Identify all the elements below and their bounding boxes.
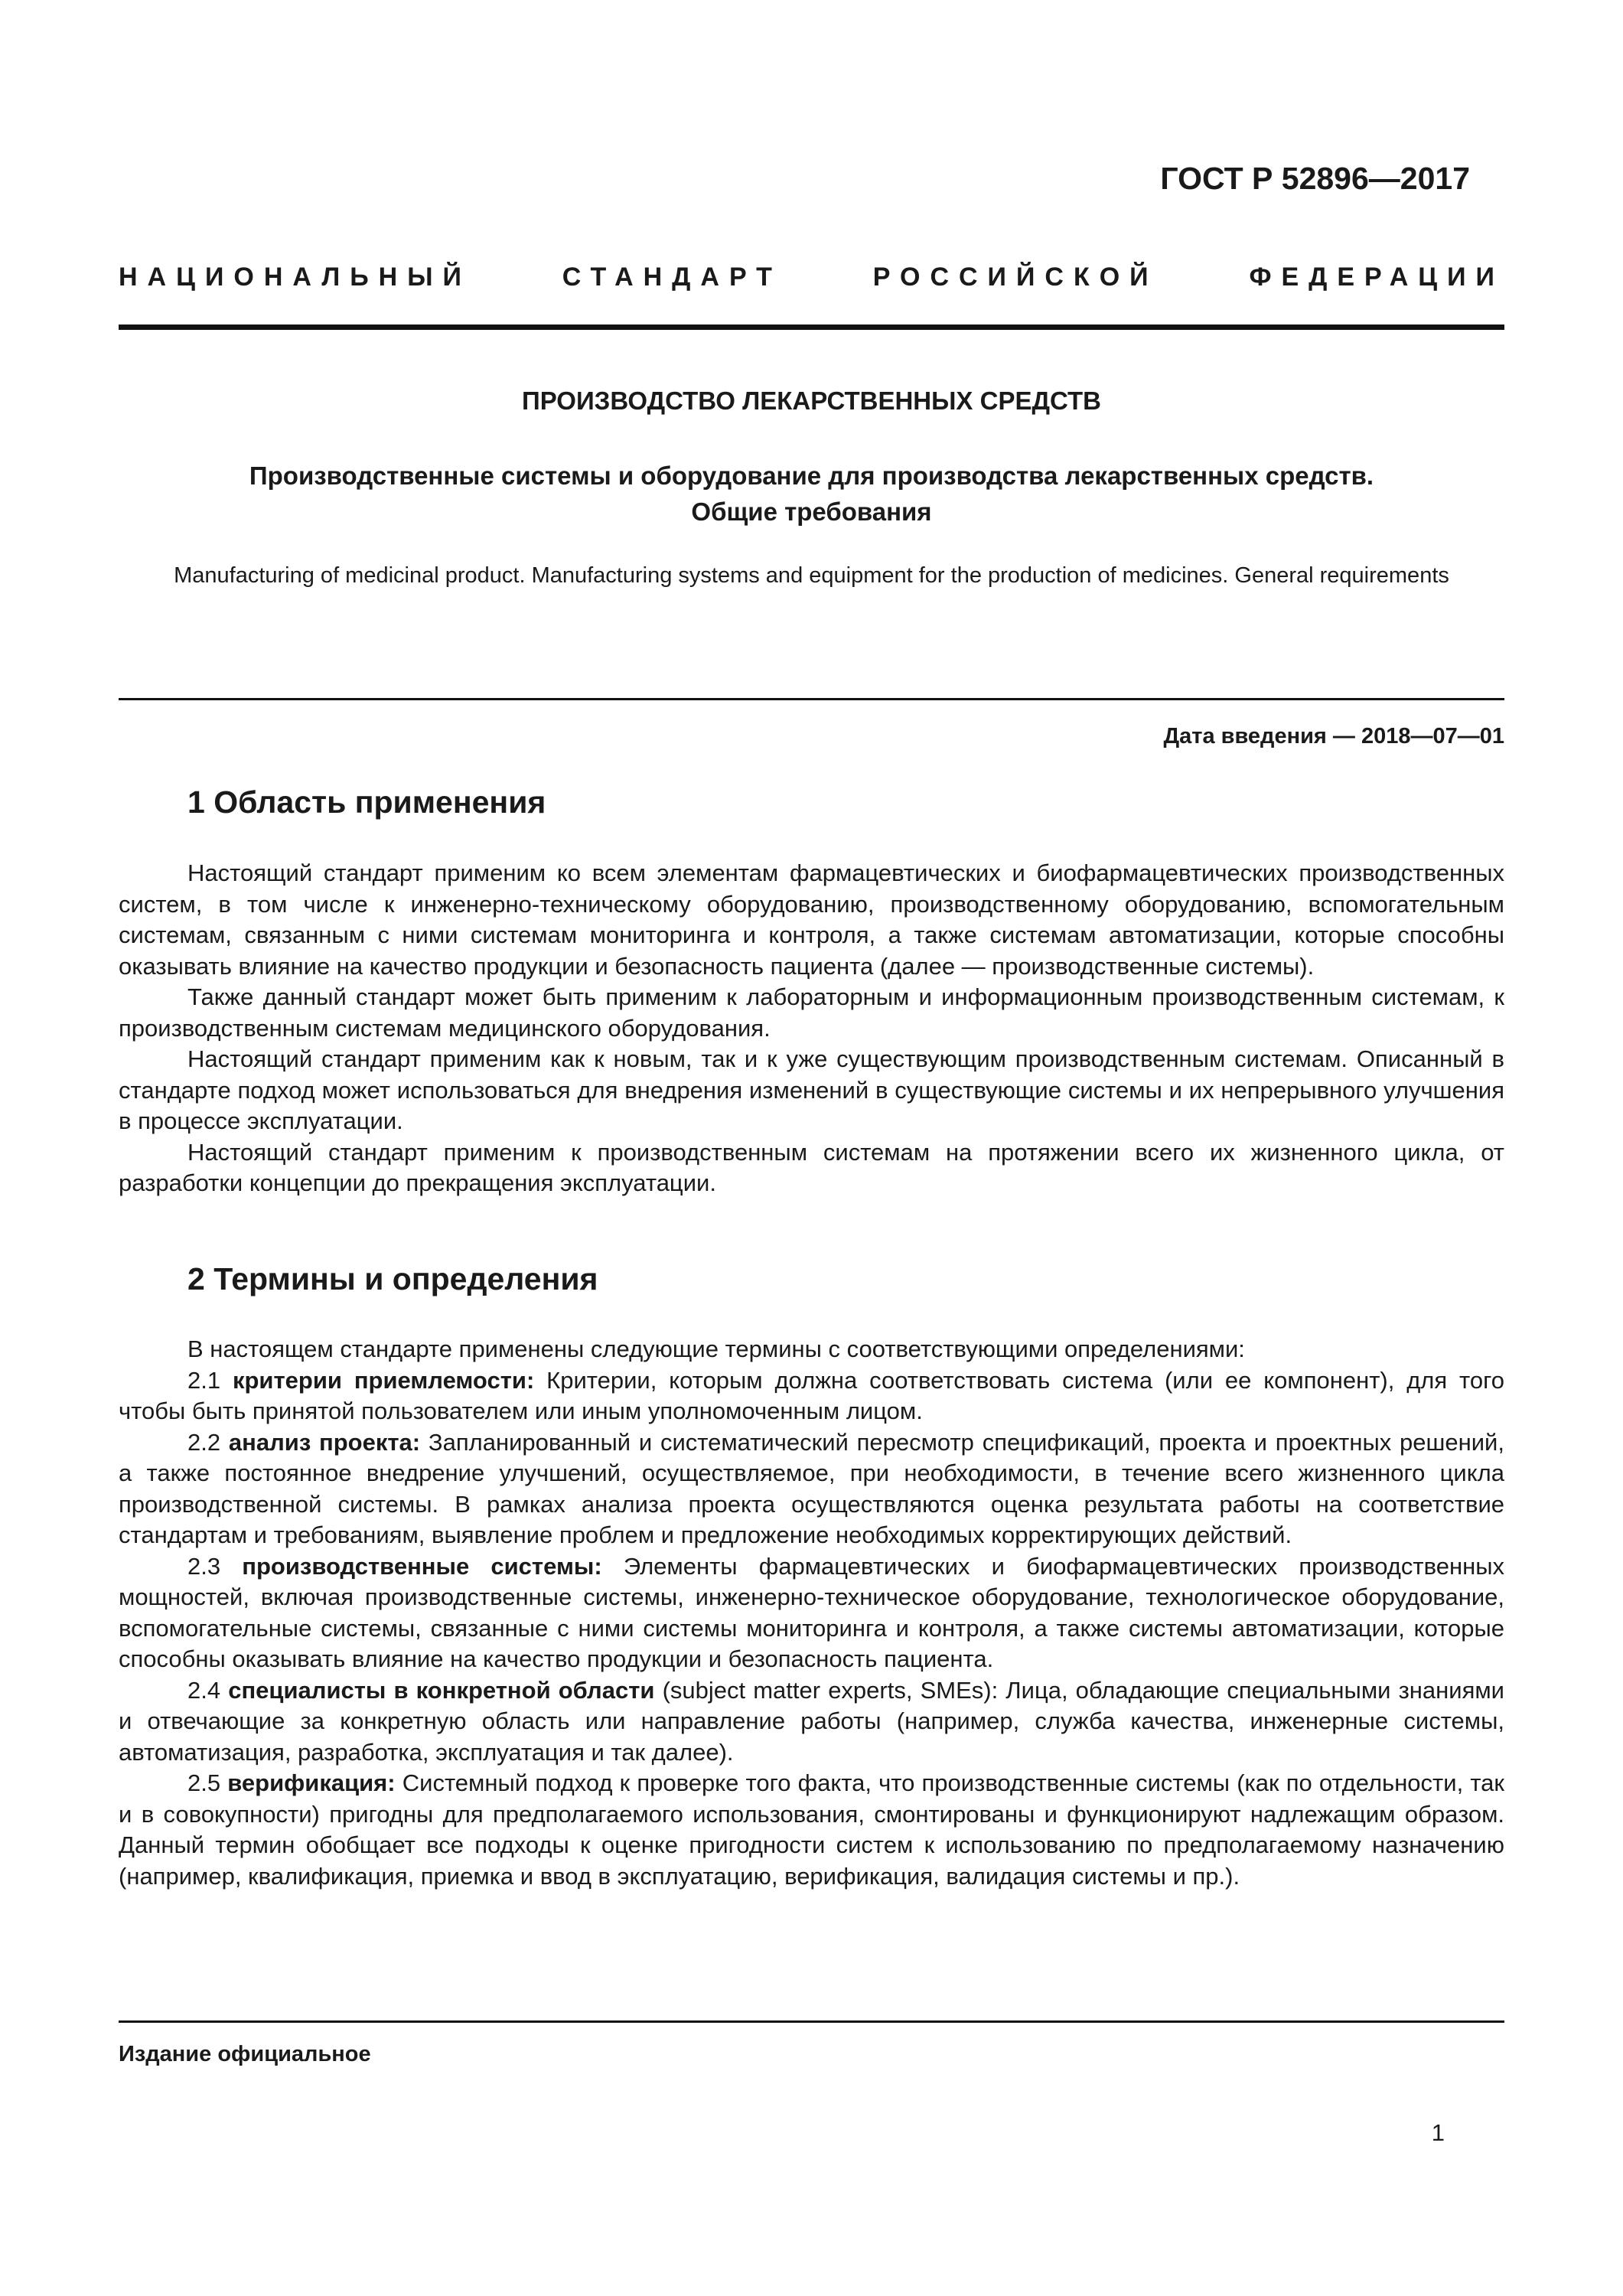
header-divider <box>119 325 1504 330</box>
banner-word: ФЕДЕРАЦИИ <box>1249 263 1504 292</box>
term-entry <box>119 1365 1504 1427</box>
term-definition: (subject matter experts, SMEs): Лица, обладающие специальными знаниями и отвечающие за конкретную область или направление работы (например, служба качества, инженерные системы, автоматизация, разработка, эксплуатация и так далее). <box>119 1676 1504 1766</box>
subtitle-line-1: Производственные системы и оборудование для производства лекарственных средств. <box>249 461 1374 490</box>
paragraph: Настоящий стандарт применим к производственным системам на протяжении всего их жизненного цикла, от разработки концепции до прекращения эксплуатации. <box>119 1138 1504 1196</box>
term-entry <box>119 1427 1504 1551</box>
section-1-heading: 1 Область применения <box>187 784 546 820</box>
title-divider <box>119 698 1504 700</box>
document-subtitle <box>119 458 1504 530</box>
term-name: верификация: <box>227 1769 402 1796</box>
banner-word: СТАНДАРТ <box>562 263 782 292</box>
term-number: 2.5 <box>187 1769 228 1796</box>
banner-word: РОССИЙСКОЙ <box>872 263 1159 292</box>
national-standard-banner <box>119 263 1504 292</box>
term-entry <box>119 1675 1504 1769</box>
term-definition: Элементы фармацевтических и биофармацевтических производственных мощностей, включая производственные системы, инженерно-техническое оборудование, технологическое оборудование, вспомогательные системы, связанные с ними системы мониторинга и контроля, а также системы автоматизации, которые способны оказывать влияние на качество продукции и безопасность пациента. <box>119 1552 1504 1672</box>
footer-divider <box>119 2020 1504 2023</box>
section-1-body <box>119 858 1504 1199</box>
banner-word: НАЦИОНАЛЬНЫЙ <box>119 263 471 292</box>
term-number: 2.2 <box>187 1428 229 1456</box>
term-entry <box>119 1551 1504 1675</box>
section-2-body <box>119 1334 1504 1892</box>
term-number: 2.4 <box>187 1676 229 1704</box>
official-edition-label: Издание официальное <box>119 2042 371 2066</box>
page-number: 1 <box>1431 2119 1445 2146</box>
section-2-intro: В настоящем стандарте применены следующие термины с соответствующими определениями: <box>187 1336 1245 1362</box>
term-definition: Системный подход к проверке того факта, что производственные системы (как по отдельности, так и в совокупности) пригодны для предполагаемого использования, смонтированы и функционируют надлежащим образом. Данный термин обобщает все подходы к оценке пригодности систем к использованию по предполагаемому назначению (например, квалификация, приемка и ввод в эксплуатацию, верификация, валидация системы и пр.). <box>119 1769 1504 1890</box>
term-name: анализ проекта: <box>228 1428 429 1456</box>
term-definition: Запланированный и систематический пересмотр спецификаций, проекта и проектных решений, а также постоянное внедрение улучшений, осуществляемое, при необходимости, в течение всего жизненного цикла производственной системы. В рамках анализа проекта осуществляются оценка результата работы на соответствие стандартам и требованиям, выявление проблем и предложение необходимых корректирующих действий. <box>119 1428 1504 1548</box>
paragraph: Также данный стандарт может быть применим к лабораторным и информационным производственным системам, к производственным системам медицинского оборудования. <box>119 983 1504 1042</box>
english-title: Manufacturing of medicinal product. Manufacturing systems and equipment for the production of medicines. General requirements <box>174 563 1449 588</box>
term-number: 2.1 <box>187 1366 233 1394</box>
standard-designation: ГОСТ Р 52896—2017 <box>1160 161 1470 196</box>
term-name: специалисты в конкретной области <box>228 1676 663 1704</box>
term-name: производственные системы: <box>242 1552 624 1580</box>
term-definition: Критерии, которым должна соответствовать система (или ее компонент), для того чтобы быть принятой пользователем или иным уполномоченным лицом. <box>119 1366 1504 1424</box>
document-title: ПРОИЗВОДСТВО ЛЕКАРСТВЕННЫХ СРЕДСТВ <box>522 386 1101 415</box>
paragraph: Настоящий стандарт применим ко всем элементам фармацевтических и биофармацевтических производственных систем, в том числе к инженерно-техническому оборудованию, производственному оборудованию, вспомогательным системам, связанным с ними системам мониторинга и контроля, а также системам автоматизации, которые способны оказывать влияние на качество продукции и безопасность пациента (далее — производственные системы). <box>119 859 1504 980</box>
introduction-date: Дата введения — 2018—07—01 <box>1163 724 1504 748</box>
section-2-heading: 2 Термины и определения <box>187 1261 598 1296</box>
term-number: 2.3 <box>187 1552 243 1580</box>
term-name: критерии приемлемости: <box>232 1366 547 1394</box>
paragraph: Настоящий стандарт применим как к новым, так и к уже существующим производственным системам. Описанный в стандарте подход может использоваться для внедрения изменений в существующие системы и их непрерывного улучшения в процессе эксплуатации. <box>119 1045 1504 1134</box>
term-entry <box>119 1768 1504 1892</box>
subtitle-line-2: Общие требования <box>691 497 932 526</box>
